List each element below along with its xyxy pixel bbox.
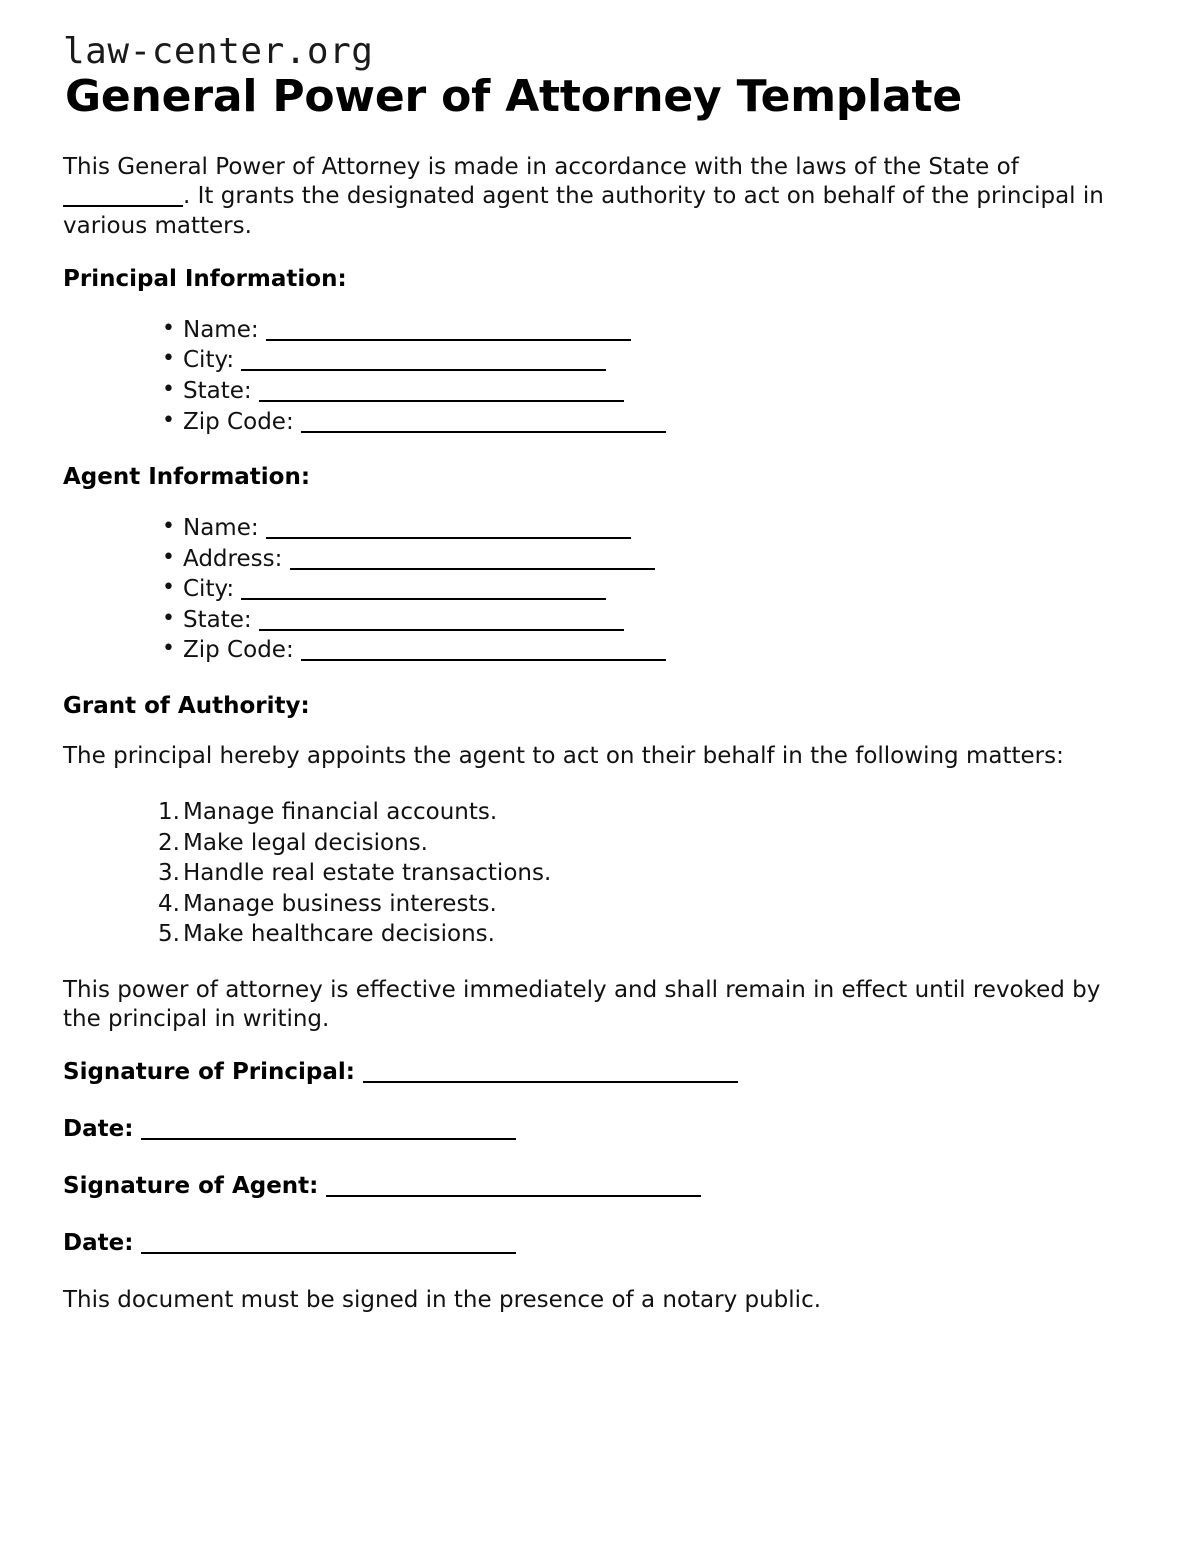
list-item: Make healthcare decisions. <box>183 921 495 948</box>
signature-blank <box>363 1081 738 1083</box>
list-item: Handle real estate transactions. <box>183 860 552 887</box>
field-blank <box>301 431 666 433</box>
list-item: Manage business interests. <box>183 890 497 917</box>
intro-text-before: This General Power of Attorney is made in accordance with the laws of the State of <box>63 154 1019 181</box>
signature-blank <box>326 1195 701 1197</box>
signature-label: Signature of Agent: <box>63 1173 319 1200</box>
list-item <box>63 605 1129 636</box>
notary-note: This document must be signed in the presence of a notary public. <box>63 1286 822 1313</box>
field-label: Zip Code: <box>183 408 294 435</box>
date-label: Date: <box>63 1229 134 1256</box>
agent-information-heading: Agent Information: <box>63 464 311 491</box>
field-label: Name: <box>183 316 259 343</box>
field-blank <box>266 339 631 341</box>
signature-of-principal-row <box>63 1058 1129 1088</box>
state-blank <box>63 205 183 207</box>
list-item <box>63 513 1129 544</box>
authority-matters-list <box>63 797 1129 950</box>
field-blank <box>301 659 666 661</box>
intro-paragraph <box>63 153 1118 241</box>
list-item <box>63 635 1129 666</box>
date-blank <box>141 1138 516 1140</box>
field-label: Address: <box>183 545 283 572</box>
effective-clause: This power of attorney is effective immediately and shall remain in effect until revoked by the principal in writing. <box>63 976 1101 1033</box>
intro-text-after: . It grants the designated agent the authority to act on behalf of the principal in various matters. <box>63 183 1104 239</box>
field-label: Name: <box>183 514 259 541</box>
signature-label: Signature of Principal: <box>63 1059 355 1086</box>
field-label: Zip Code: <box>183 637 294 664</box>
list-item: Make legal decisions. <box>183 829 428 856</box>
authority-lead-in: The principal hereby appoints the agent to act on their behalf in the following matters: <box>63 742 1064 769</box>
site-logo: law-center.org <box>63 31 374 72</box>
field-label: City: <box>183 347 235 374</box>
grant-of-authority-heading: Grant of Authority: <box>63 692 310 719</box>
field-blank <box>241 598 606 600</box>
field-label: State: <box>183 377 252 404</box>
field-blank <box>259 400 624 402</box>
field-blank <box>241 369 606 371</box>
field-blank <box>266 537 631 539</box>
date-label: Date: <box>63 1116 134 1143</box>
agent-date-row <box>63 1229 1129 1259</box>
list-item <box>63 574 1129 605</box>
list-item <box>63 315 1129 346</box>
date-blank <box>141 1252 516 1254</box>
signature-of-agent-row <box>63 1172 1129 1202</box>
agent-field-list <box>63 513 1129 666</box>
field-label: City: <box>183 576 235 603</box>
principal-information-heading: Principal Information: <box>63 265 347 292</box>
principal-date-row <box>63 1115 1129 1145</box>
list-item: Manage financial accounts. <box>183 798 498 825</box>
list-item <box>63 544 1129 575</box>
page-title: General Power of Attorney Template <box>65 71 963 122</box>
field-label: State: <box>183 606 252 633</box>
principal-field-list <box>63 315 1129 437</box>
field-blank <box>290 568 655 570</box>
list-item <box>63 376 1129 407</box>
field-blank <box>259 629 624 631</box>
list-item <box>63 345 1129 376</box>
list-item <box>63 407 1129 438</box>
